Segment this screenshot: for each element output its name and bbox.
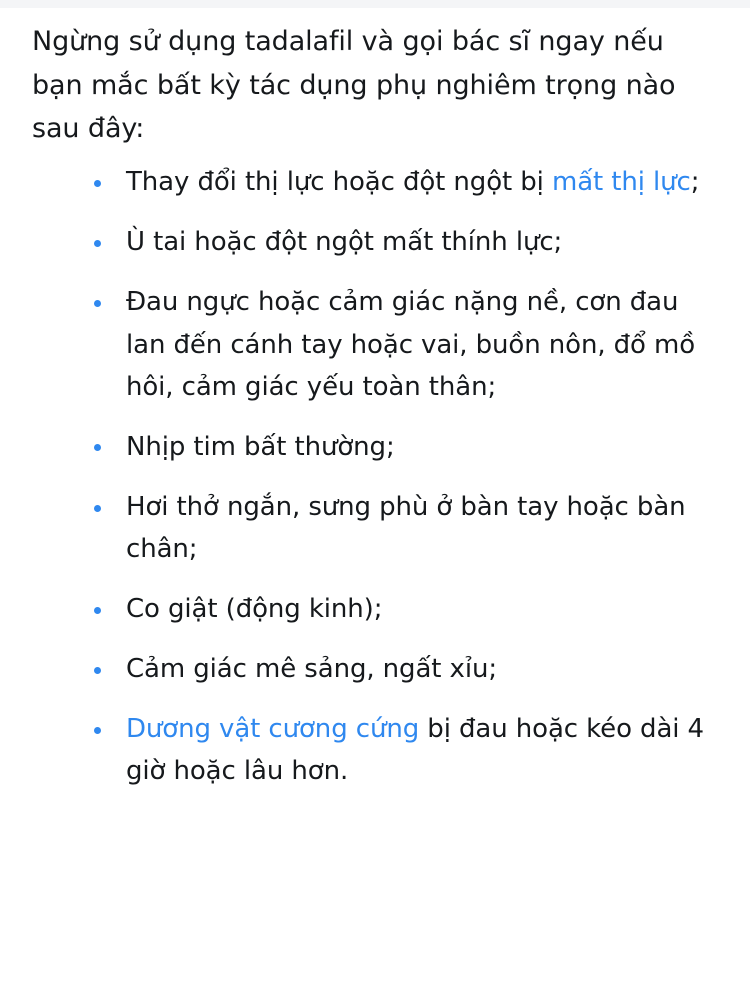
list-item-text-before: Hơi thở ngắn, sưng phù ở bàn tay hoặc bàn chân;	[126, 491, 686, 564]
article-content	[0, 8, 750, 793]
bullet-icon	[94, 300, 101, 307]
page-top-strip	[0, 0, 750, 8]
bullet-icon	[94, 505, 101, 512]
list-item	[80, 281, 720, 407]
list-item	[80, 221, 720, 263]
list-item-text-before: Co giật (động kinh);	[126, 594, 383, 625]
bullet-icon	[94, 180, 101, 187]
list-item-text-after: ;	[690, 167, 700, 198]
list-item-text-after: bị đau hoặc kéo dài 4 giờ hoặc lâu hơn.	[126, 714, 705, 787]
list-item-text-before: Ù tai hoặc đột ngột mất thính lực;	[126, 227, 563, 258]
list-item	[80, 161, 720, 203]
list-item	[80, 426, 720, 468]
list-item-text-before: Thay đổi thị lực hoặc đột ngột bị	[126, 167, 552, 198]
bullet-icon	[94, 444, 101, 451]
list-item-link[interactable]: Dương vật cương cứng	[126, 714, 420, 745]
side-effects-list	[32, 161, 720, 792]
list-item-text-before: Nhịp tim bất thường;	[126, 431, 395, 462]
bullet-icon	[94, 607, 101, 614]
list-item	[80, 648, 720, 690]
bullet-icon	[94, 667, 101, 674]
list-item-text-before: Cảm giác mê sảng, ngất xỉu;	[126, 654, 497, 685]
list-item	[80, 708, 720, 792]
list-item-link[interactable]: mất thị lực	[551, 167, 691, 198]
bullet-icon	[94, 240, 101, 247]
list-item	[80, 486, 720, 570]
list-item	[80, 588, 720, 630]
lead-paragraph: Ngừng sử dụng tadalafil và gọi bác sĩ ngay nếu bạn mắc bất kỳ tác dụng phụ nghiêm trọng nào sau đây:	[32, 26, 676, 145]
bullet-icon	[94, 727, 101, 734]
list-item-text-before: Đau ngực hoặc cảm giác nặng nề, cơn đau lan đến cánh tay hoặc vai, buồn nôn, đổ mồ hôi, cảm giác yếu toàn thân;	[126, 287, 696, 402]
